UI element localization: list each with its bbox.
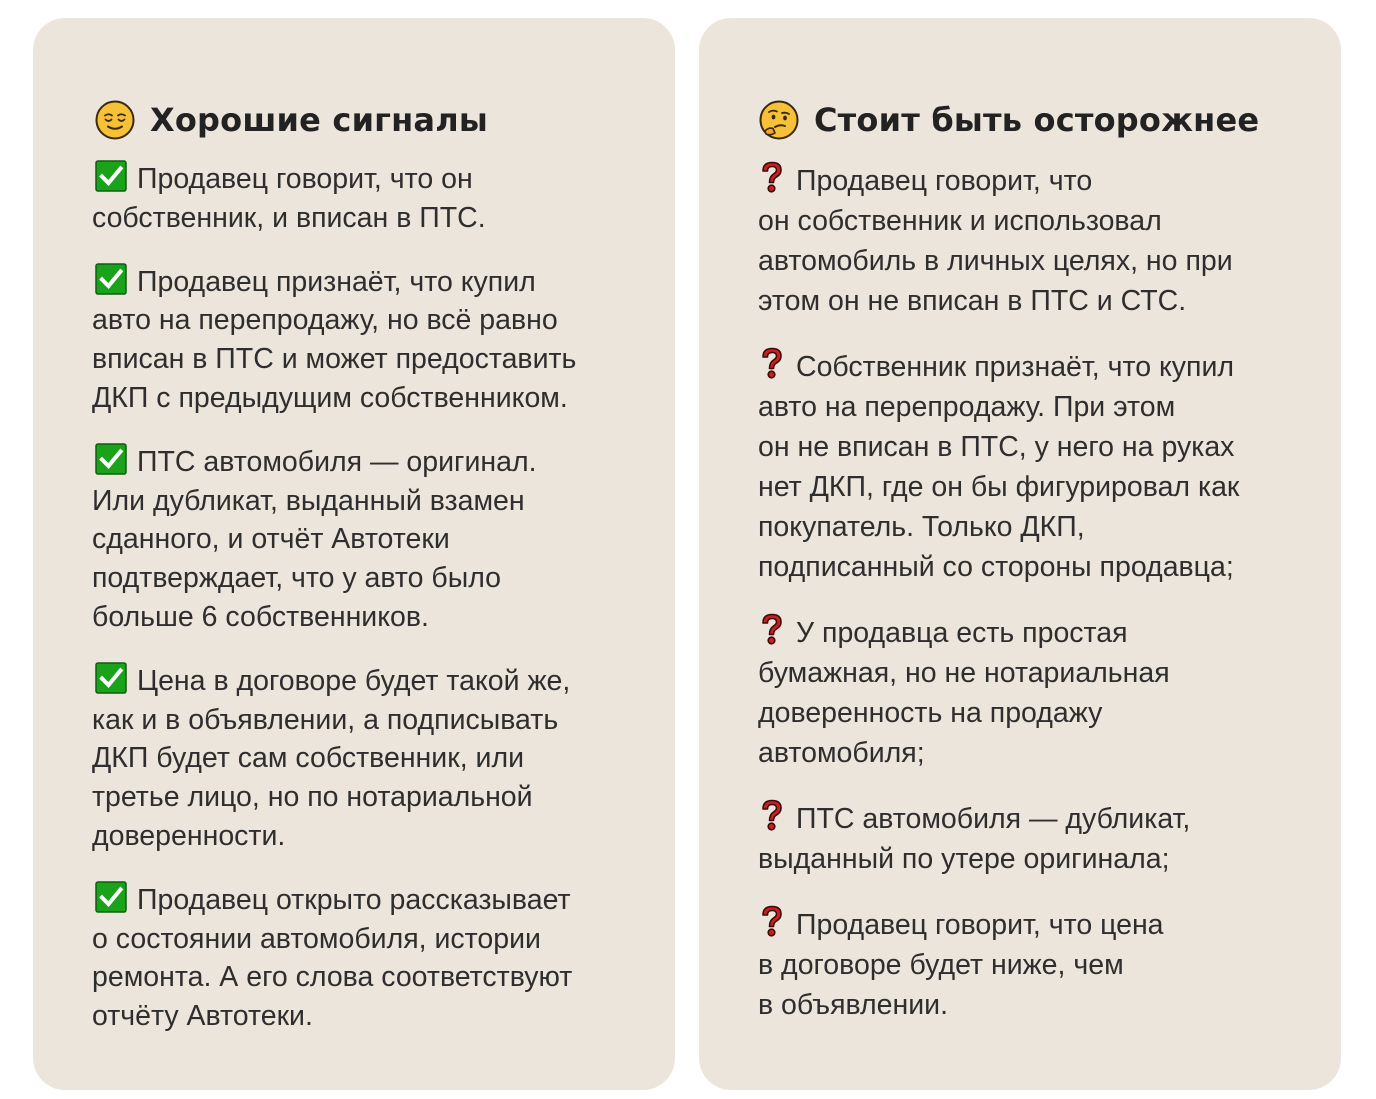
- check-mark-icon: [95, 160, 127, 192]
- good-signal-item-line: авто на перепродажу, но всё равно: [92, 304, 558, 337]
- caution-item-text: [758, 547, 1278, 587]
- good-signal-item-text: [92, 920, 632, 959]
- caution-item-line: в объявлении.: [758, 989, 948, 1021]
- question-mark-icon: [758, 160, 786, 194]
- good-signal-item-text: [92, 301, 632, 340]
- good-signal-item: [92, 443, 632, 637]
- caution-item-text: [758, 281, 1278, 321]
- caution-item: [758, 798, 1278, 879]
- good-signal-item-line: собственник, и вписан в ПТС.: [92, 201, 486, 234]
- good-signal-item-text: [92, 482, 632, 521]
- thinking-face-icon: [759, 100, 799, 140]
- caution-item-text: [758, 693, 1278, 733]
- good-signal-item-line: ДКП будет сам собственник, или: [92, 742, 524, 775]
- caution-item-text: [758, 733, 1278, 773]
- check-mark-icon: [95, 662, 127, 694]
- caution-item-line: автомобиля;: [758, 737, 925, 769]
- caution-item-text: [758, 904, 1278, 945]
- caution-item-text: [758, 241, 1278, 281]
- good-signals-list: [92, 160, 632, 1061]
- caution-item-line: в договоре будет ниже, чем: [758, 949, 1124, 981]
- caution-item-line: подписанный со стороны продавца;: [758, 551, 1234, 583]
- check-mark-icon: [95, 443, 127, 475]
- question-mark-icon: [758, 904, 786, 938]
- caution-item-line: ПТС автомобиля — дубликат,: [796, 803, 1191, 835]
- caution-item-text: [758, 387, 1278, 427]
- question-mark-icon: [758, 612, 786, 646]
- good-signal-item-text: [92, 701, 632, 740]
- caution-item: [758, 160, 1278, 321]
- caution-item-line: доверенность на продажу: [758, 697, 1103, 729]
- good-signal-item-line: сданного, и отчёт Автотеки: [92, 523, 450, 556]
- caution-item-line: этом он не вписан в ПТС и СТС.: [758, 285, 1187, 317]
- good-signals-card: [33, 18, 675, 1090]
- good-signal-item-line: доверенности.: [92, 819, 286, 852]
- good-signal-item-line: Или дубликат, выданный взамен: [92, 484, 525, 517]
- question-mark-icon: [758, 346, 786, 380]
- good-signal-item-line: вписан в ПТС и может предоставить: [92, 343, 577, 376]
- good-signal-item-text: [92, 881, 632, 920]
- good-signal-item-text: [92, 817, 632, 856]
- caution-item-line: Собственник признаёт, что купил: [796, 351, 1235, 383]
- caution-item-line: Продавец говорит, что: [796, 165, 1093, 197]
- good-signal-item: [92, 263, 632, 418]
- caution-item-text: [758, 612, 1278, 653]
- good-signal-item-line: Продавец открыто рассказывает: [137, 883, 571, 916]
- good-signal-item-text: [92, 340, 632, 379]
- good-signal-item-text: [92, 997, 632, 1036]
- good-signal-item-line: ремонта. А его слова соответствуют: [92, 961, 573, 994]
- caution-title: Стоит быть осторожнее: [814, 101, 1260, 139]
- caution-item-line: он не вписан в ПТС, у него на руках: [758, 431, 1235, 463]
- good-signal-item-line: отчёту Автотеки.: [92, 1000, 313, 1033]
- good-signal-item-text: [92, 160, 632, 199]
- caution-item-text: [758, 507, 1278, 547]
- good-signal-item-text: [92, 199, 632, 238]
- good-signal-item-text: [92, 443, 632, 482]
- good-signal-item-line: больше 6 собственников.: [92, 600, 429, 633]
- good-signal-item: [92, 662, 632, 856]
- good-signal-item-line: как и в объявлении, а подписывать: [92, 703, 559, 736]
- good-signal-item-line: ДКП с предыдущим собственником.: [92, 381, 568, 414]
- caution-item: [758, 612, 1278, 773]
- good-signals-header: [95, 98, 488, 142]
- relieved-face-icon: [95, 100, 135, 140]
- caution-header: [759, 98, 1259, 142]
- caution-item-text: [758, 160, 1278, 201]
- caution-item-text: [758, 798, 1278, 839]
- caution-item-text: [758, 427, 1278, 467]
- good-signal-item: [92, 160, 632, 238]
- good-signal-item-line: Цена в договоре будет такой же,: [137, 664, 571, 697]
- good-signal-item-text: [92, 263, 632, 302]
- caution-item-text: [758, 839, 1278, 879]
- caution-item-text: [758, 201, 1278, 241]
- good-signals-title: Хорошие сигналы: [150, 101, 488, 139]
- caution-item-text: [758, 346, 1278, 387]
- caution-list: [758, 160, 1278, 1050]
- caution-item: [758, 346, 1278, 587]
- good-signal-item-text: [92, 662, 632, 701]
- caution-item: [758, 904, 1278, 1025]
- good-signal-item-text: [92, 520, 632, 559]
- good-signal-item-text: [92, 379, 632, 418]
- good-signal-item-line: о состоянии автомобиля, истории: [92, 922, 541, 955]
- caution-item-text: [758, 985, 1278, 1025]
- caution-item-line: нет ДКП, где он бы фигурировал как: [758, 471, 1240, 503]
- good-signal-item-text: [92, 778, 632, 817]
- good-signal-item-line: Продавец признаёт, что купил: [137, 265, 536, 298]
- caution-item-line: он собственник и использовал: [758, 205, 1162, 237]
- caution-item-line: Продавец говорит, что цена: [796, 909, 1164, 941]
- caution-item-text: [758, 653, 1278, 693]
- caution-item-text: [758, 467, 1278, 507]
- caution-item-line: авто на перепродажу. При этом: [758, 391, 1176, 423]
- check-mark-icon: [95, 881, 127, 913]
- caution-item-line: покупатель. Только ДКП,: [758, 511, 1085, 543]
- check-mark-icon: [95, 263, 127, 295]
- good-signal-item-line: ПТС автомобиля — оригинал.: [137, 445, 537, 478]
- good-signal-item-line: Продавец говорит, что он: [137, 163, 473, 195]
- caution-item-text: [758, 945, 1278, 985]
- caution-item-line: бумажная, но не нотариальная: [758, 657, 1170, 689]
- good-signal-item-text: [92, 739, 632, 778]
- good-signal-item-text: [92, 598, 632, 637]
- question-mark-icon: [758, 798, 786, 832]
- caution-card: [699, 18, 1341, 1090]
- caution-item-line: выданный по утере оригинала;: [758, 843, 1170, 875]
- caution-item-line: автомобиль в личных целях, но при: [758, 245, 1233, 277]
- good-signal-item-line: подтверждает, что у авто было: [92, 562, 502, 595]
- good-signal-item: [92, 881, 632, 1036]
- caution-item-line: У продавца есть простая: [796, 617, 1128, 649]
- good-signal-item-line: третье лицо, но по нотариальной: [92, 781, 533, 814]
- good-signal-item-text: [92, 958, 632, 997]
- good-signal-item-text: [92, 559, 632, 598]
